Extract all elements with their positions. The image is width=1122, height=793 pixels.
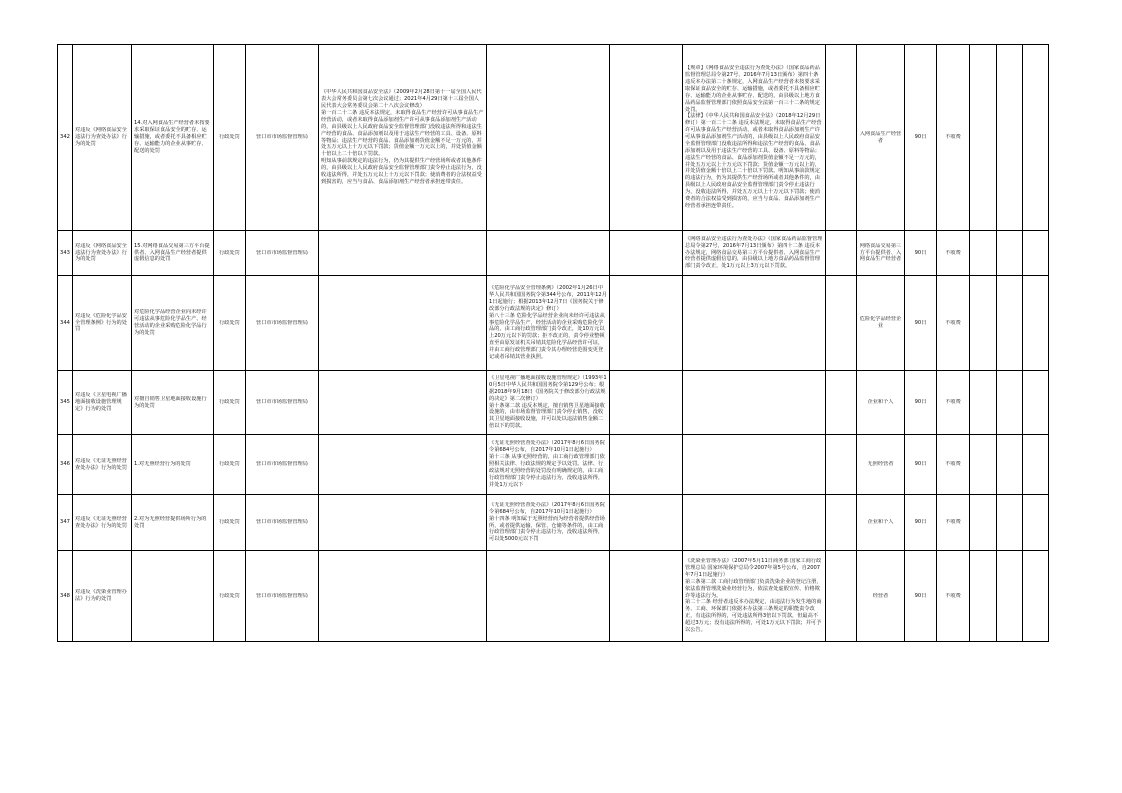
legal-basis-cell-text: 《网络食品安全违法行为查处办法》（国家食品药品监督管理总局令第27号，2016年7月13日颁布）第四十二条 违反本办法规定，网络食品交易第三方平台提供者、入网食品生产经营者提供虚假信息的，由县级以上地方食品药品监督管理部门责令改正，处1万元以上3万元以下罚款。 bbox=[685, 235, 823, 270]
fee-cell bbox=[937, 371, 970, 435]
legal-basis-cell-text: 《危险化学品安全管理条例》（2002年1月26日中华人民共和国国务院令第344号公布，2011年12月1日起施行；根据2013年12月7日《国务院关于修改部分行政法规的决定》修订） 第八十三条 危险化学品经营企业向未经许可违法从事危险化学品生产、经营活动的企业采购危险化学品的，由工商行政管理部门责令改正，处10万元以上20万元以下的罚款；拒不改正的，责令停业整顿直至由原发证机关吊销其危险化学品经营许可证，并由工商行政管理部门责令其办理经营范围变更登记或者吊销其营业执照。 bbox=[489, 285, 607, 360]
item-name-cell-text: 对违反《无证无照经营查处办法》行为的处罚 bbox=[75, 457, 127, 471]
time-limit-cell-text: 90日 bbox=[914, 461, 927, 468]
fee-cell bbox=[937, 231, 970, 276]
blank-cell bbox=[1023, 231, 1049, 276]
blank-cell bbox=[997, 435, 1023, 495]
item-number-cell-text: 344 bbox=[60, 319, 70, 326]
blank-cell bbox=[610, 231, 683, 276]
legal-basis-cell-text: 《无证无照经营查处办法》（2017年8月6日国务院令第684号公布，自2017年10月1日起施行） 第十三条 从事无照经营的，由工商行政管理部门依照相关法律、行政法规的规定予以处罚。法律、行政法规对无照经营的处罚没有明确规定的，由工商行政管理部门责令停止违法行为，没收违法所得，并处1万元以下 bbox=[489, 440, 605, 488]
power-type-cell bbox=[214, 276, 246, 371]
subject-cell-text: 经营者 bbox=[872, 592, 889, 599]
time-limit-cell bbox=[905, 276, 937, 371]
table-row bbox=[58, 231, 1049, 276]
subject-cell bbox=[857, 435, 905, 495]
item-number-cell bbox=[58, 45, 73, 231]
blank-cell bbox=[1023, 435, 1049, 495]
power-type-cell bbox=[214, 551, 246, 642]
item-number-cell-text: 347 bbox=[60, 519, 70, 526]
table-row bbox=[58, 435, 1049, 495]
fee-cell-text: 不收费 bbox=[945, 592, 961, 599]
blank-cell bbox=[826, 435, 857, 495]
item-name-cell bbox=[73, 231, 132, 276]
item-number-cell bbox=[58, 495, 73, 551]
blank-cell bbox=[610, 276, 683, 371]
item-number-cell-text: 348 bbox=[60, 592, 70, 599]
department-cell-text: 营口市市场监督管理局 bbox=[256, 319, 308, 326]
subject-cell-text: 危险化学品经营企业 bbox=[859, 316, 902, 329]
item-number-cell bbox=[58, 276, 73, 371]
item-name-cell bbox=[73, 371, 132, 435]
power-type-cell bbox=[214, 495, 246, 551]
item-number-cell-text: 345 bbox=[60, 399, 70, 406]
blank-cell bbox=[826, 495, 857, 551]
department-cell-text: 营口市市场监督管理局 bbox=[256, 134, 308, 141]
blank-cell bbox=[970, 231, 997, 276]
department-cell bbox=[246, 495, 319, 551]
legal-basis-cell bbox=[487, 371, 610, 435]
blank-cell bbox=[1023, 276, 1049, 371]
time-limit-cell-text: 90日 bbox=[914, 592, 927, 599]
department-cell-text: 营口市市场监督管理局 bbox=[256, 399, 308, 406]
department-cell-text: 营口市市场监督管理局 bbox=[256, 519, 308, 526]
legal-basis-cell bbox=[487, 435, 610, 495]
legal-basis-cell bbox=[683, 495, 826, 551]
fee-cell bbox=[937, 435, 970, 495]
fee-cell-text: 不收费 bbox=[945, 249, 961, 256]
time-limit-cell-text: 90日 bbox=[914, 249, 927, 256]
department-cell bbox=[246, 45, 319, 231]
subject-cell bbox=[857, 495, 905, 551]
time-limit-cell bbox=[905, 495, 937, 551]
power-type-cell-text: 行政处罚 bbox=[219, 399, 240, 406]
sub-item-cell bbox=[132, 276, 214, 371]
sub-item-cell-text: 1.对无照经营行为的处罚 bbox=[134, 461, 191, 468]
time-limit-cell bbox=[905, 371, 937, 435]
power-type-cell-text: 行政处罚 bbox=[219, 592, 240, 599]
blank-cell bbox=[610, 435, 683, 495]
sub-item-cell-text: 15.对网络食品交易第三方平台提供者、入网食品生产经营者提供虚假信息的处罚 bbox=[134, 242, 210, 263]
legal-basis-cell bbox=[487, 276, 610, 371]
power-type-cell-text: 行政处罚 bbox=[219, 461, 240, 468]
time-limit-cell bbox=[905, 435, 937, 495]
blank-cell bbox=[997, 45, 1023, 231]
legal-basis-cell bbox=[683, 551, 826, 642]
fee-cell bbox=[937, 495, 970, 551]
item-number-cell-text: 346 bbox=[60, 461, 70, 468]
blank-cell bbox=[826, 276, 857, 371]
power-type-cell-text: 行政处罚 bbox=[219, 519, 240, 526]
legal-basis-cell bbox=[487, 45, 610, 231]
department-cell bbox=[246, 371, 319, 435]
legal-basis-cell-text: 【规章】《网络食品安全违法行为查处办法》（国家食品药品监督管理总局令第27号，2016年7月13日颁布）第四十条 违反本办法第二十条规定，入网食品生产经营者未按要求采取保证食品安全的贮存、运输措施，或者委托不具备相应贮存、运输能力的企业从事贮存、配送的，由县级以上地方食品药品监督管理部门依照食品安全法第一百三十二条的规定处罚。 【法律】《中华人民共和国食品安全法》（2018年12月29日修订）第一百二十二条 违反本法规定，未取得食品生产经营许可从事食品生产经营活动，或者未取得食品添加剂生产许可从事食品添加剂生产活动的，由县级以上人民政府食品安全监督管理部门没收违法所得和违法生产经营的食品、食品添加剂以及用于违法生产经营的工具、设备、原料等物品；违法生产经营的食品、食品添加剂货值金额不足一万元的，并处五万元以上十万元以下罚款；货值金额一万元以上的，并处货值金额十倍以上二十倍以下罚款。明知从事前款规定的违法行为，仍为其提供生产经营场所或者其他条件的，由县级以上人民政府食品安全监督管理部门责令停止违法行为，没收违法所得，并处五万元以上十万元以下罚款；使消费者的合法权益受到损害的，应当与食品、食品添加剂生产经营者承担连带责任。 bbox=[685, 65, 822, 209]
legal-basis-cell-text: 《无证无照经营查处办法》（2017年8月6日国务院令第684号公布，自2017年10月1日起施行） 第十四条 明知属于无照经营而为经营者提供经营场所，或者提供运输、保管、仓储等条件的，由工商行政管理部门责令停止违法行为，没收违法所得，可以处5000元以下罚 bbox=[489, 501, 605, 543]
blank-cell bbox=[1023, 45, 1049, 231]
blank-cell bbox=[610, 495, 683, 551]
subject-cell-text: 企业和个人 bbox=[867, 519, 894, 526]
department-cell bbox=[246, 551, 319, 642]
power-type-cell bbox=[214, 231, 246, 276]
item-name-cell-text: 对违反《网络食品安全违法行为查处办法》行为的处罚 bbox=[75, 127, 127, 147]
power-type-cell-text: 行政处罚 bbox=[219, 249, 240, 256]
time-limit-cell-text: 90日 bbox=[914, 399, 927, 406]
item-number-cell bbox=[58, 371, 73, 435]
blank-cell bbox=[970, 371, 997, 435]
blank-cell bbox=[1023, 371, 1049, 435]
blank-cell bbox=[826, 231, 857, 276]
power-type-cell bbox=[214, 45, 246, 231]
fee-cell-text: 不收费 bbox=[945, 134, 961, 141]
sub-item-cell-text: 14.对入网食品生产经营者未按要求采取保证食品安全的贮存、运输措施，或者委托不具备相应贮存、运输能力的企业从事贮存、配送的处罚 bbox=[134, 120, 210, 154]
enforcement-list-table bbox=[57, 44, 1049, 642]
legal-basis-cell bbox=[319, 435, 487, 495]
blank-cell bbox=[997, 495, 1023, 551]
department-cell-text: 营口市市场监督管理局 bbox=[256, 461, 308, 468]
power-type-cell-text: 行政处罚 bbox=[219, 134, 240, 141]
blank-cell bbox=[997, 551, 1023, 642]
time-limit-cell-text: 90日 bbox=[914, 134, 927, 141]
blank-cell bbox=[826, 551, 857, 642]
sub-item-cell-text: 对危险化学品经营企业向未经许可违法从事危险化学品生产、经营活动的企业采购危险化学品行为的处罚 bbox=[134, 309, 207, 336]
sub-item-cell-text: 2.对为无照经营提供场所行为的处罚 bbox=[134, 515, 207, 529]
subject-cell-text: 企业和个人 bbox=[867, 399, 894, 406]
item-name-cell bbox=[73, 45, 132, 231]
legal-basis-cell bbox=[319, 551, 487, 642]
blank-cell bbox=[1023, 551, 1049, 642]
blank-cell bbox=[610, 371, 683, 435]
table-row bbox=[58, 276, 1049, 371]
fee-cell-text: 不收费 bbox=[945, 319, 961, 326]
item-name-cell bbox=[73, 276, 132, 371]
item-number-cell bbox=[58, 551, 73, 642]
blank-cell bbox=[997, 371, 1023, 435]
blank-cell bbox=[610, 45, 683, 231]
department-cell bbox=[246, 231, 319, 276]
fee-cell-text: 不收费 bbox=[945, 519, 961, 526]
department-cell bbox=[246, 435, 319, 495]
legal-basis-cell bbox=[487, 231, 610, 276]
blank-cell bbox=[610, 551, 683, 642]
item-name-cell-text: 对违反《危险化学品安全管理条例》行为的处罚 bbox=[75, 312, 127, 333]
power-type-cell bbox=[214, 371, 246, 435]
item-name-cell bbox=[73, 435, 132, 495]
power-type-cell bbox=[214, 435, 246, 495]
subject-cell bbox=[857, 551, 905, 642]
subject-cell bbox=[857, 276, 905, 371]
item-name-cell bbox=[73, 551, 132, 642]
item-name-cell-text: 对违反《网络食品安全违法行为查处办法》行为的处罚 bbox=[75, 242, 127, 263]
time-limit-cell bbox=[905, 45, 937, 231]
power-type-cell-text: 行政处罚 bbox=[219, 319, 240, 326]
subject-cell-text: 网络食品交易第三方平台提供者、入网食品生产经营者 bbox=[859, 242, 902, 263]
time-limit-cell bbox=[905, 231, 937, 276]
sub-item-cell bbox=[132, 435, 214, 495]
fee-cell bbox=[937, 551, 970, 642]
subject-cell-text: 无照经营者 bbox=[867, 461, 894, 468]
blank-cell bbox=[970, 45, 997, 231]
table-row bbox=[58, 551, 1049, 642]
fee-cell bbox=[937, 276, 970, 371]
time-limit-cell-text: 90日 bbox=[914, 319, 927, 326]
legal-basis-cell bbox=[319, 231, 487, 276]
legal-basis-cell bbox=[683, 435, 826, 495]
table-row bbox=[58, 45, 1049, 231]
legal-basis-cell bbox=[319, 276, 487, 371]
legal-basis-cell bbox=[487, 495, 610, 551]
legal-basis-cell-text: 《中华人民共和国食品安全法》（2009年2月28日第十一届全国人民代表大会常务委员会第七次会议通过；2021年4月29日第十三届全国人民代表大会常务委员会第二十八次会议修改） 第一百二十二条 违反本法规定，未取得食品生产经营许可从事食品生产经营活动，或者未取得食品添加剂生产许可从事食品添加剂生产活动的，由县级以上人民政府食品安全监督管理部门没收违法所得和违法生产经营的食品、食品添加剂以及用于违法生产经营的工具、设备、原料等物品；违法生产经营的食品、食品添加剂货值金额不足一万元的，并处五万元以上十万元以下罚款；货值金额一万元以上的，并处货值金额十倍以上二十倍以下罚款。 明知从事前款规定的违法行为，仍为其提供生产经营场所或者其他条件的，由县级以上人民政府食品安全监督管理部门责令停止违法行为，没收违法所得，并处五万元以上十万元以下罚款；使消费者的合法权益受到损害的，应当与食品、食品添加剂生产经营者承担连带责任。 bbox=[321, 89, 484, 185]
fee-cell-text: 不收费 bbox=[945, 399, 961, 406]
item-number-cell bbox=[58, 435, 73, 495]
legal-basis-cell bbox=[319, 495, 487, 551]
item-name-cell-text: 对违反《无证无照经营查处办法》行为的处罚 bbox=[75, 515, 127, 529]
subject-cell bbox=[857, 371, 905, 435]
fee-cell bbox=[937, 45, 970, 231]
legal-basis-cell bbox=[487, 551, 610, 642]
subject-cell bbox=[857, 45, 905, 231]
sub-item-cell bbox=[132, 551, 214, 642]
blank-cell bbox=[970, 276, 997, 371]
legal-basis-cell bbox=[683, 231, 826, 276]
legal-basis-cell-text: 《洗染业管理办法》（2007年5月11日商务部 国家工商行政管理总局 国家环境保护总局令2007年第5号公布，自2007年7月1日起施行） 第三条第二款 工商行政管理部门负责洗染企业的登记注册，依法监督管理洗染业经营行为，依法查处虚假宣传、价格欺诈等违法行为。 第二十二条 经营者违反本办法规定，由违法行为发生地的商务、工商、环保部门依据本办法第三条规定的职能责令改正，有违法所得的，可处违法所得3倍以下罚款，但最高不超过3万元；没有违法所得的，可处1万元以下罚款；并可予以公告。 bbox=[685, 558, 822, 633]
time-limit-cell-text: 90日 bbox=[914, 519, 927, 526]
blank-cell bbox=[970, 551, 997, 642]
blank-cell bbox=[826, 371, 857, 435]
legal-basis-cell bbox=[683, 371, 826, 435]
blank-cell bbox=[1023, 495, 1049, 551]
item-name-cell-text: 对违反《洗染业管理办法》行为的处罚 bbox=[75, 589, 127, 602]
department-cell-text: 营口市市场监督管理局 bbox=[256, 249, 308, 256]
item-name-cell-text: 对违反《卫星电视广播地面接收设施管理规定》行为的处罚 bbox=[75, 392, 127, 412]
time-limit-cell bbox=[905, 551, 937, 642]
legal-basis-cell bbox=[319, 371, 487, 435]
department-cell-text: 营口市市场监督管理局 bbox=[256, 592, 308, 599]
table-row bbox=[58, 371, 1049, 435]
item-number-cell-text: 343 bbox=[60, 249, 70, 256]
blank-cell bbox=[997, 276, 1023, 371]
item-name-cell bbox=[73, 495, 132, 551]
blank-cell bbox=[997, 231, 1023, 276]
sub-item-cell bbox=[132, 45, 214, 231]
subject-cell bbox=[857, 231, 905, 276]
legal-basis-cell bbox=[683, 45, 826, 231]
sub-item-cell bbox=[132, 371, 214, 435]
fee-cell-text: 不收费 bbox=[945, 461, 961, 468]
blank-cell bbox=[826, 45, 857, 231]
blank-cell bbox=[970, 495, 997, 551]
sub-item-cell bbox=[132, 231, 214, 276]
subject-cell-text: 入网食品生产经营者 bbox=[859, 130, 902, 144]
sub-item-cell bbox=[132, 495, 214, 551]
table-row bbox=[58, 495, 1049, 551]
sub-item-cell-text: 对擅自销售卫星地面接收设施行为的处罚 bbox=[134, 395, 207, 409]
department-cell bbox=[246, 276, 319, 371]
legal-basis-cell bbox=[683, 276, 826, 371]
blank-cell bbox=[970, 435, 997, 495]
item-number-cell bbox=[58, 231, 73, 276]
item-number-cell-text: 342 bbox=[60, 134, 70, 141]
legal-basis-cell-text: 《卫星电视广播地面接收设施管理规定》（1993年10月5日中华人民共和国国务院令第129号公布；根据2018年9月18日《国务院关于修改部分行政法规的决定》第二次修订） 第十条第二款 违反本规定，擅自销售卫星地面接收设施的，由市场监督管理部门责令停止销售，没收其卫星地面接收设施，并可以处以违法销售金额二倍以下的罚款。 bbox=[489, 375, 607, 430]
legal-basis-cell bbox=[319, 45, 487, 231]
